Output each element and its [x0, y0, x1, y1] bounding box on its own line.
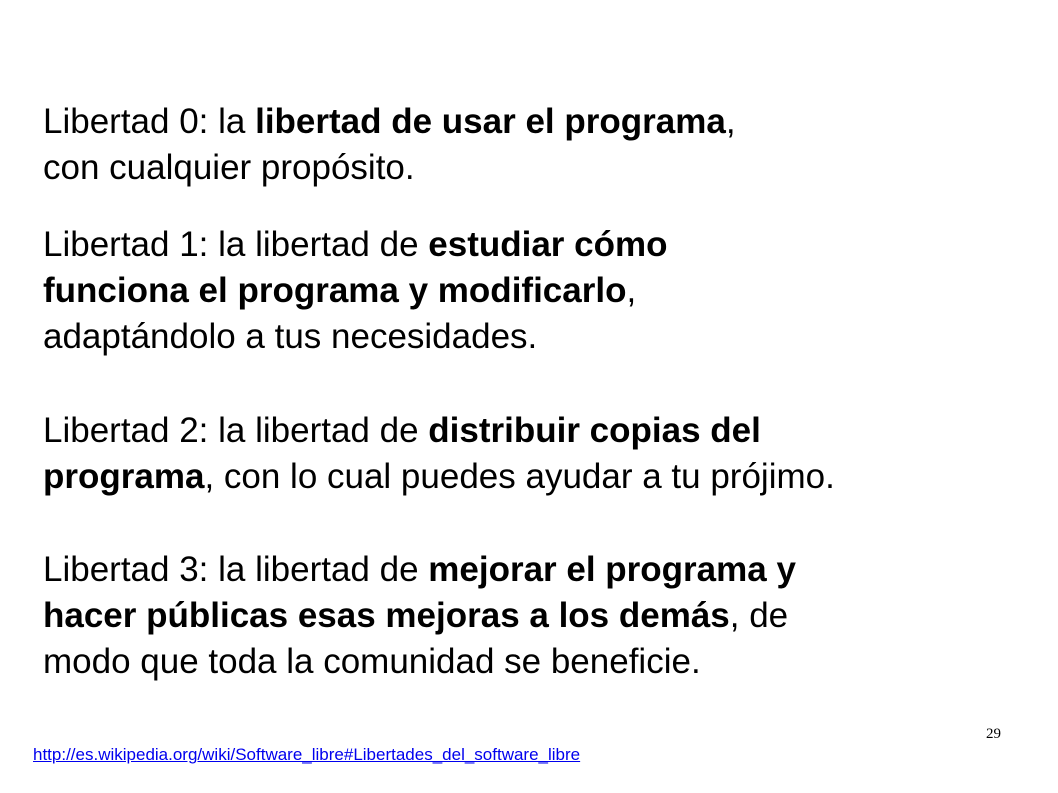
freedom-0-comma: , — [725, 102, 736, 141]
freedom-0-continuation: con cualquier propósito. — [43, 148, 415, 187]
freedom-0-emphasis: libertad de usar el programa — [255, 102, 726, 141]
freedom-3-emphasis-end: hacer públicas esas mejoras a los demás — [43, 596, 730, 635]
freedom-3-prefix: Libertad 3: la libertad de — [43, 550, 429, 589]
freedom-3-paragraph — [43, 547, 1043, 685]
page-number: 29 — [986, 726, 1001, 742]
freedom-0-prefix: Libertad 0: la — [43, 102, 256, 141]
freedom-1-continuation: adaptándolo a tus necesidades. — [43, 317, 538, 356]
freedom-3-suffix: , de — [729, 596, 789, 635]
freedom-1-comma: , — [626, 271, 637, 310]
freedom-2-emphasis-start: distribuir copias del — [428, 411, 761, 450]
freedom-0-paragraph — [43, 99, 1043, 191]
freedom-2-continuation: , con lo cual puedes ayudar a tu prójimo. — [204, 457, 835, 496]
freedom-3-emphasis-start: mejorar el programa y — [428, 550, 796, 589]
freedom-1-prefix: Libertad 1: la libertad de — [43, 225, 429, 264]
freedom-3-continuation: modo que toda la comunidad se beneficie. — [43, 642, 701, 681]
freedom-2-prefix: Libertad 2: la libertad de — [43, 411, 429, 450]
freedom-1-emphasis-start: estudiar cómo — [428, 225, 668, 264]
freedom-1-emphasis-end: funciona el programa y modificarlo — [43, 271, 627, 310]
freedom-1-paragraph — [43, 222, 1043, 360]
source-link[interactable]: http://es.wikipedia.org/wiki/Software_libre#Libertades_del_software_libre — [33, 745, 581, 764]
freedom-2-paragraph — [43, 408, 1043, 500]
freedom-2-emphasis-end: programa — [43, 457, 205, 496]
